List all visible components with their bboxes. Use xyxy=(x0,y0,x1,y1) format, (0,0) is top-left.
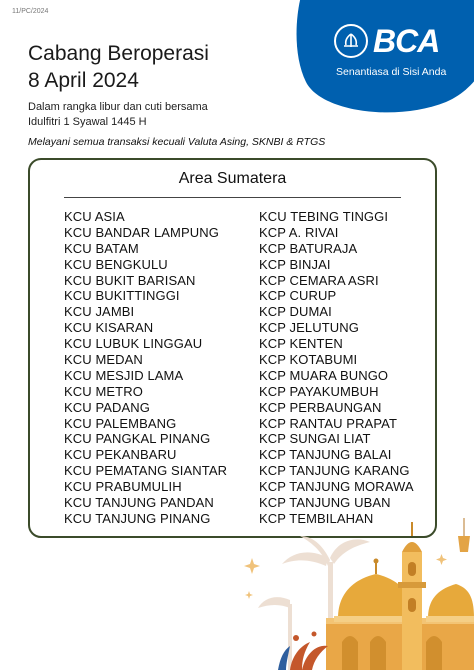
branch-list-item: KCP TANJUNG KARANG xyxy=(259,463,410,479)
branch-list-item: KCU MESJID LAMA xyxy=(64,367,184,383)
bca-logo xyxy=(334,24,439,58)
branch-list-item: KCU BUKIT BARISAN xyxy=(64,272,196,288)
branch-list-item: KCU BUKITTINGGI xyxy=(64,288,180,304)
branch-list-item: KCU TANJUNG PINANG xyxy=(64,510,211,526)
branch-list-item: KCP SUNGAI LIAT xyxy=(259,431,371,447)
branch-list-item: KCP JELUTUNG xyxy=(259,320,359,336)
branch-list-item: KCU ASIA xyxy=(64,209,125,224)
title-line-1: Cabang Beroperasi xyxy=(28,42,209,65)
branch-list-item: KCU BANDAR LAMPUNG xyxy=(64,224,219,240)
branch-list-item: KCU JAMBI xyxy=(64,304,135,320)
mosque-illustration-icon xyxy=(230,518,474,670)
branch-list-card xyxy=(28,158,437,538)
branch-list-item: KCU PALEMBANG xyxy=(64,415,177,431)
branch-list-item: KCU METRO xyxy=(64,383,143,399)
branch-list-item: KCU TEBING TINGGI xyxy=(259,209,389,224)
branch-list-item: KCP PAYAKUMBUH xyxy=(259,383,379,399)
branch-list-item: KCP CEMARA ASRI xyxy=(259,272,379,288)
subtitle-line-1: Dalam rangka libur dan cuti bersama xyxy=(28,101,208,113)
branch-list-item: KCU PADANG xyxy=(64,399,150,415)
branch-list-item: KCU PANGKAL PINANG xyxy=(64,431,211,447)
brand-tagline: Senantiasa di Sisi Anda xyxy=(336,66,447,78)
branch-list-item: KCU PEMATANG SIANTAR xyxy=(64,463,228,479)
brand-banner xyxy=(276,0,474,122)
branch-list-item: KCU BENGKULU xyxy=(64,256,168,272)
page-title xyxy=(28,40,209,94)
subtitle-line-2: Idulfitri 1 Syawal 1445 H xyxy=(28,116,147,128)
subtitle xyxy=(28,100,208,130)
service-note: Melayani semua transaksi kecuali Valuta Asing, SKNBI & RTGS xyxy=(28,136,326,148)
branch-list-item: KCP TANJUNG BALAI xyxy=(259,447,392,463)
branch-list-item: KCP A. RIVAI xyxy=(259,224,339,240)
branch-list-item: KCU PEKANBARU xyxy=(64,447,177,463)
branch-list-item: KCU PRABUMULIH xyxy=(64,479,182,495)
branch-list-item: KCP TANJUNG MORAWA xyxy=(259,479,414,495)
area-title: Area Sumatera xyxy=(178,170,287,187)
branch-list-item: KCU MEDAN xyxy=(64,352,143,368)
branch-list-item: KCU KISARAN xyxy=(64,320,154,336)
branch-column-right xyxy=(259,209,414,527)
branch-list-item: KCU BATAM xyxy=(64,240,139,256)
divider xyxy=(64,197,401,198)
branch-list-item: KCP RANTAU PRAPAT xyxy=(259,415,397,431)
branch-list-item: KCP KENTEN xyxy=(259,336,343,352)
bca-seal-icon xyxy=(334,24,368,58)
branch-list-item: KCP PERBAUNGAN xyxy=(259,399,382,415)
document-code: 11/PC/2024 xyxy=(12,8,49,15)
branch-list-item: KCU TANJUNG PANDAN xyxy=(64,495,214,511)
branch-list-item: KCU LUBUK LINGGAU xyxy=(64,336,203,352)
branch-column-left xyxy=(64,209,227,527)
branch-list-item: KCP KOTABUMI xyxy=(259,352,358,368)
branch-list-item: KCP CURUP xyxy=(259,288,337,304)
branch-list-item: KCP BATURAJA xyxy=(259,240,358,256)
branch-list-item: KCP TANJUNG UBAN xyxy=(259,495,391,511)
branch-list-item: KCP DUMAI xyxy=(259,304,332,320)
title-line-2: 8 April 2024 xyxy=(28,69,139,92)
logo-wordmark: BCA xyxy=(373,23,440,59)
branch-list-item: KCP BINJAI xyxy=(259,256,331,272)
branch-list-item: KCP TEMBILAHAN xyxy=(259,510,374,526)
branch-list-item: KCP MUARA BUNGO xyxy=(259,367,389,383)
